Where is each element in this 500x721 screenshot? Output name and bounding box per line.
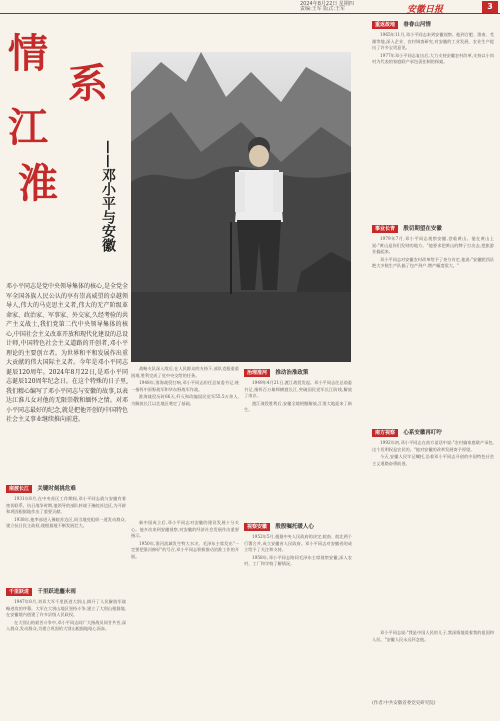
paragraph: 今天,安徽人民牢记嘱托,沿着邓小平同志开创的中国特色社会主义道路奋勇前进。 — [372, 454, 494, 466]
paragraph: 1992年初,邓小平同志在南方谈话中说:"农村搞家庭联产承包,这个发明权是农民的。"他对安徽的改革发展寄予厚望。 — [372, 440, 494, 452]
paragraph: 1948年,淮海战役打响,邓小平同志担任总前委书记,统一指挥中原野战军和华东野战军作战。 — [131, 380, 239, 392]
section-label: 南方视察 — [372, 429, 398, 437]
paragraph: 在大别山的艰苦斗争中,邓小平同志同广大指战员同甘共苦,深入群众,发动群众,为建立巩固的大别山根据地呕心沥血。 — [6, 619, 126, 632]
title-char: 淮 — [18, 160, 58, 207]
section-heading — [372, 21, 494, 29]
section-title: 千里跃进鏖未雨 — [37, 589, 76, 595]
article-column — [131, 520, 239, 698]
paragraph: 1977年邓小平同志复出后,大力支持安徽农村改革,支持以小岗村为代表的家庭联产承包责任制的探索。 — [372, 52, 494, 65]
paragraph: 淮海战役历时66天,歼灭和改编国民党军55.5万余人,为解放长江以北地区奠定了基础。 — [131, 394, 239, 406]
section-label: 千里跃进 — [6, 588, 32, 596]
section-heading — [372, 225, 494, 233]
paragraph: 1947年8月,刘邓大军千里跃进大别山,揭开了人民解放军战略进攻的序幕。大军在大别山地区坚持斗争,建立了大别山根据地,在安徽境内创建了许多县级人民政权。 — [6, 599, 126, 618]
article-column — [131, 366, 239, 516]
paragraph: 战略支队深入敌后,在人民群众的支持下,部队克服重重困难,胜利完成了党中央交给的任务。 — [131, 366, 239, 378]
header-info — [300, 2, 380, 12]
article-column — [372, 630, 494, 696]
section-label: 重返故地 — [372, 21, 398, 29]
section-title: 殷切期望在安徽 — [403, 226, 442, 232]
paragraph: 1931年8月,在中央苏区工作期间,邓小平同志就与安徽有着密切联系。抗日战争时期,他领导的部队转战于豫皖苏边区,为开辟和巩固根据地作出了重要贡献。 — [6, 496, 126, 515]
article-column — [244, 520, 352, 698]
article-column — [372, 222, 494, 422]
article-subtitle: ——邓小平与安徽 — [100, 140, 116, 252]
section-heading — [372, 429, 494, 437]
header-date: 2024年8月22日 星期四 — [300, 1, 354, 7]
section-heading — [244, 369, 352, 377]
article-column — [6, 585, 126, 697]
paragraph: 1958年,邓小平同志陪同毛泽东主席视察安徽,深入农村、工厂和学校了解情况。 — [244, 554, 352, 567]
paragraph: 邓小平同志对安徽农村改革给予了充分肯定,他说:"安徽肥西县绝大多数生产队搞了包产到户,增产幅度很大。" — [372, 256, 494, 269]
article-column — [372, 18, 494, 218]
title-char: 系 — [68, 60, 108, 107]
header-editor: 责编:王军 版式:王军 — [300, 6, 345, 12]
paragraph: 邓小平同志说:"我是中国人民的儿子,我深情地爱着我的祖国和人民。"安徽人民永远怀念他。 — [372, 630, 494, 642]
paragraph: 1952年5月,根据中央人民政府的决定,皖南、皖北两个行署合并,成立安徽省人民政府。邓小平同志对安徽省的成立给予了关注和支持。 — [244, 534, 352, 553]
paragraph: 渡江战役胜利后,安徽全境相继解放,江淮大地迎来了新生。 — [244, 400, 352, 413]
article-intro: 邓小平同志是党中央领导集体的核心,是全党全军全国各族人民公认的享有崇高威望的卓越领导人,伟大的马克思主义者,伟大的无产阶级革命家、政治家、军事家、外交家,久经考验的共产主义战士,我们党第二代中央领导集体的核心,中国社会主义改革开放和现代化建设的总设计师,中国特色社会主义道路的开创者,邓小平理论的主要创立者。为世界和平和发展作出重大贡献的伟大国际主义者。今年是邓小平同志诞辰120周年。2024年8月22日,是邓小平同志诞辰120周年纪念日。在这个特殊的日子里,我们精心编写了邓小平同志与安徽的故事,以表达江淮儿女对他的无限崇敬和缅怀之情。对邓小平同志最好的纪念,就是把他开创的中国特色社会主义事业继续推向前进。 — [6, 283, 128, 423]
section-label: 南渡长江 — [6, 485, 32, 493]
section-title: 推动治淮政策 — [275, 370, 309, 376]
section-title: 眷眷山河情 — [403, 22, 431, 28]
section-heading — [244, 523, 352, 531]
article-column — [6, 482, 126, 582]
article-column — [372, 426, 494, 626]
paragraph: 1949年4月21日,渡江战役发起。邓小平同志任总前委书记,指挥百万雄师横渡长江,突破国民党军长江防线,解放了南京。 — [244, 380, 352, 399]
section-label: 治理淮河 — [244, 369, 270, 377]
section-title: 心系安徽再叮咛 — [403, 430, 442, 436]
paragraph: 1965年11月,邓小平同志来到安徽视察。他到合肥、淮南、芜湖等地,深入企业、农村调查研究,对安徽的工业发展、农业生产提出了许多宝贵意见。 — [372, 32, 494, 51]
section-heading — [6, 588, 126, 596]
section-title: 殷殷嘱托暖人心 — [275, 524, 314, 530]
article-column — [244, 366, 352, 516]
article-title — [6, 22, 131, 282]
article-byline: (作者:中共安徽省委党史研究院) — [372, 701, 436, 706]
section-label: 事业长青 — [372, 225, 398, 233]
paragraph: 1950年,淮河流域发生特大水灾。毛泽东主席发出"一定要把淮河修好"的号召,邓小平同志积极推动治淮工作的开展。 — [131, 540, 239, 559]
title-char: 江 — [8, 104, 48, 151]
paragraph: 1979年7月,邓小平同志视察安徽,登临黄山。他在黄山上说:"黄山是你们发财的地方。"他要求把黄山的牌子打出去,把旅游业搞起来。 — [372, 236, 494, 255]
newspaper-name: 安徽日报 — [407, 5, 444, 15]
page-header — [0, 0, 500, 14]
paragraph: 1938年,他率部进入豫皖苏边区,同当地党组织一道发动群众,建立抗日民主政权,使根据地不断发展壮大。 — [6, 516, 126, 529]
paragraph: 新中国成立后,邓小平同志对安徽的建设发展十分关心。他多次来到安徽视察,对安徽的经济社会发展作出重要指示。 — [131, 520, 239, 539]
page-number: 3 — [482, 1, 498, 13]
section-heading — [6, 485, 126, 493]
title-char: 情 — [8, 30, 48, 77]
section-label: 视察安徽 — [244, 523, 270, 531]
section-title: 关键时刻挑危难 — [37, 486, 76, 492]
deng-xiaoping-photo — [131, 52, 351, 362]
